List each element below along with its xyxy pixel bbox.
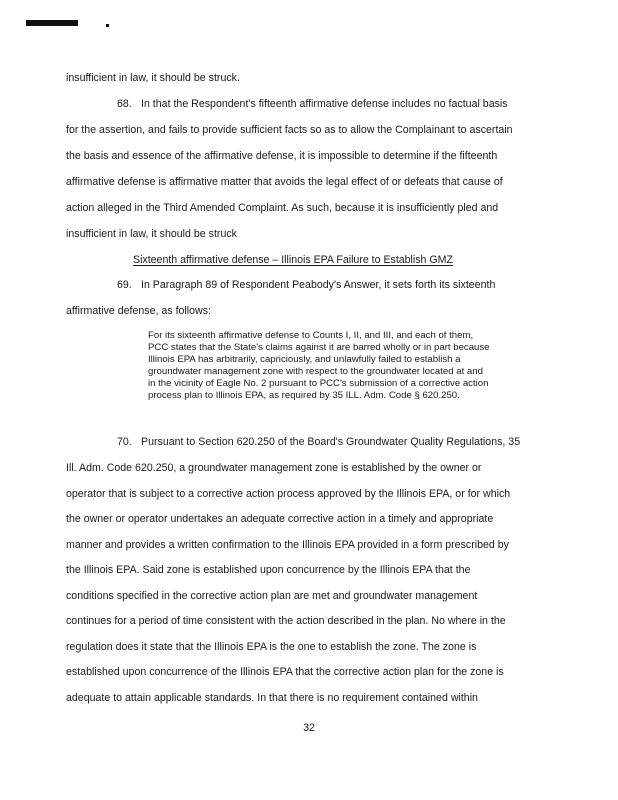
para-68-line-6: insufficient in law, it should be struck [66,228,237,240]
para-70-line-5: manner and provides a written confirmation to the Illinois EPA provided in a form prescribed by [66,539,509,551]
para-70-line-7: conditions specified in the corrective action plan are met and groundwater management [66,590,478,602]
para-68-line-2: for the assertion, and fails to provide sufficient facts so as to allow the Complainant to ascertain [66,124,513,136]
para-68-line-5: action alleged in the Third Amended Complaint. As such, because it is insufficiently pled and [66,202,499,214]
para-70-line-9: regulation does it state that the Illinois EPA is the one to establish the zone. The zone is [66,641,477,653]
header-dot [106,24,109,27]
quote-line-1: For its sixteenth affirmative defense to Counts I, II, and III, and each of them, [148,330,474,341]
para-70-line-10: established upon concurrence of the Illinois EPA that the corrective action plan for the zone is [66,666,504,678]
header-redaction-mark [26,20,78,26]
para-69-line-2: affirmative defense, as follows: [66,305,211,317]
para-70-line-1: Pursuant to Section 620.250 of the Board's Groundwater Quality Regulations, 35 [141,436,521,448]
quote-line-3: Illinois EPA has arbitrarily, capriciously, and unlawfully failed to establish a [148,354,461,365]
para-70-line-8: continues for a period of time consistent with the action described in the plan. No where in the [66,615,506,627]
page-number: 32 [303,722,315,734]
para-70-line-6: the Illinois EPA. Said zone is established upon concurrence by the Illinois EPA that the [66,564,471,576]
para-70-number: 70. [117,436,132,448]
para-68-line-3: the basis and essence of the affirmative defense, it is impossible to determine if the fifteenth [66,150,498,162]
section-heading: Sixteenth affirmative defense – Illinois EPA Failure to Establish GMZ [133,254,453,266]
quote-line-4: groundwater management zone with respect to the groundwater located at and [148,366,483,377]
para-70-line-2: Ill. Adm. Code 620.250, a groundwater management zone is established by the owner or [66,462,482,474]
para-68-line-4: affirmative defense is affirmative matter that avoids the legal effect of or defeats that cause of [66,176,503,188]
para-70-line-11: adequate to attain applicable standards. In that there is no requirement contained within [66,692,478,704]
para-68-number: 68. [117,98,132,110]
para-69-number: 69. [117,279,132,291]
quote-line-2: PCC states that the State's claims against it are barred wholly or in part because [148,342,490,353]
quote-line-5: in the vicinity of Eagle No. 2 pursuant to PCC's submission of a corrective action [148,378,489,389]
para-70-line-4: the owner or operator undertakes an adequate corrective action in a timely and appropriate [66,513,494,525]
quote-line-6: process plan to Illinois EPA, as required by 35 ILL. Adm. Code § 620.250. [148,390,460,401]
para-68-line-1: In that the Respondent's fifteenth affirmative defense includes no factual basis [141,98,508,110]
para-69-line-1: In Paragraph 89 of Respondent Peabody's Answer, it sets forth its sixteenth [141,279,496,291]
para-70-line-3: operator that is subject to a corrective action process approved by the Illinois EPA, or for which [66,488,511,500]
carryover-line: insufficient in law, it should be struck. [66,72,240,84]
